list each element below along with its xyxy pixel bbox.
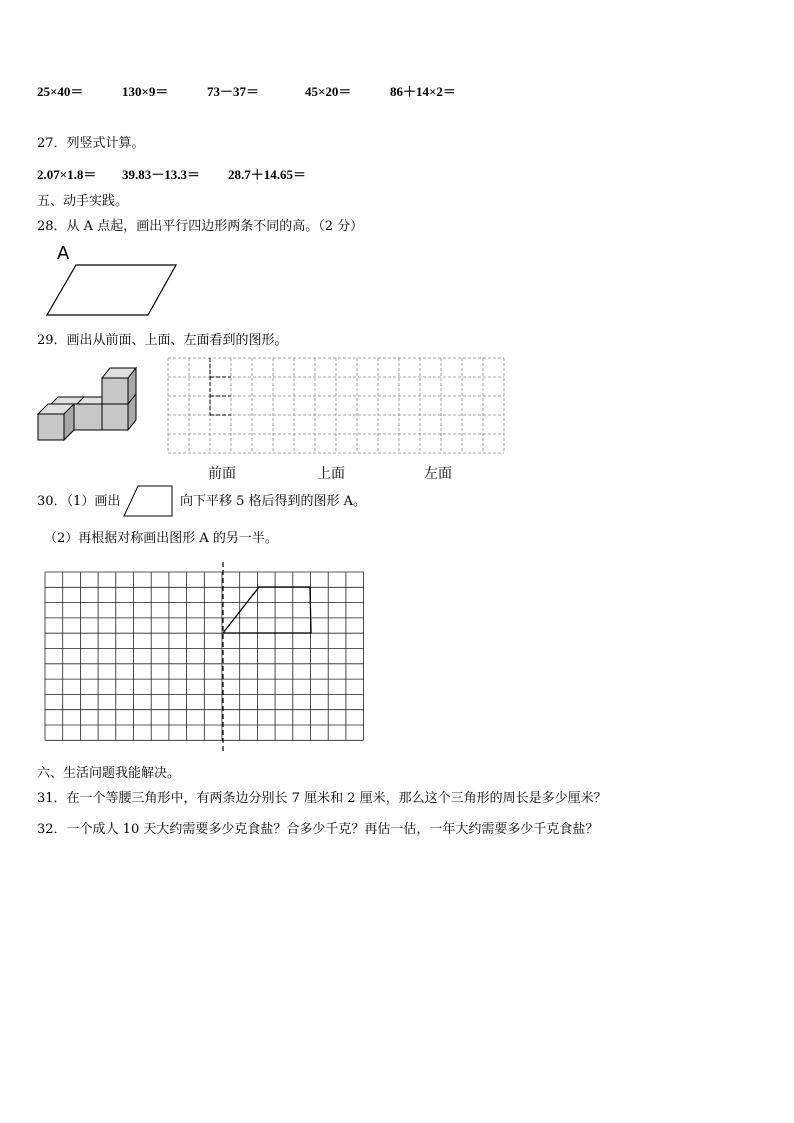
calc-item: 28.7＋14.65＝ — [228, 167, 307, 182]
calc-item: 86＋14×2＝ — [390, 84, 456, 99]
calc-item: 39.83－13.3＝ — [122, 167, 201, 182]
section-5-heading: 五、动手实践。 — [37, 194, 129, 209]
q30-part1-suffix: 向下平移 5 格后得到的图形 A。 — [180, 494, 367, 509]
q30-part2: （2）再根据对称画出图形 A 的另一半。 — [44, 531, 278, 546]
view-label-top: 上面 — [317, 466, 345, 482]
calc-item: 45×20＝ — [305, 84, 352, 99]
q30-part1-prefix: 30．（1）画出 — [37, 494, 121, 509]
q32-text: 32．一个成人 10 天大约需要多少克食盐？合多少千克？再估一估，一年大约需要多少千克食盐？ — [37, 822, 599, 837]
calc-item: 2.07×1.8＝ — [37, 167, 97, 182]
q28-text: 28．从 A 点起，画出平行四边形两条不同的高。（2 分） — [37, 219, 364, 234]
point-a-label: A — [57, 243, 70, 264]
section-6-heading: 六、生活问题我能解决。 — [37, 766, 181, 781]
q29-text: 29．画出从前面、上面、左面看到的图形。 — [37, 333, 288, 348]
q27-title: 27．列竖式计算。 — [37, 136, 145, 151]
calc-item: 73－37＝ — [207, 84, 260, 99]
view-label-left: 左面 — [424, 466, 452, 482]
half-figure-shape — [223, 587, 311, 633]
calc-item: 25×40＝ — [37, 84, 84, 99]
view-label-front: 前面 — [208, 466, 236, 482]
q31-text: 31．在一个等腰三角形中，有两条边分别长 7 厘米和 2 厘米，那么这个三角形的周长是多少厘米？ — [37, 791, 607, 806]
calc-item: 130×9＝ — [122, 84, 169, 99]
